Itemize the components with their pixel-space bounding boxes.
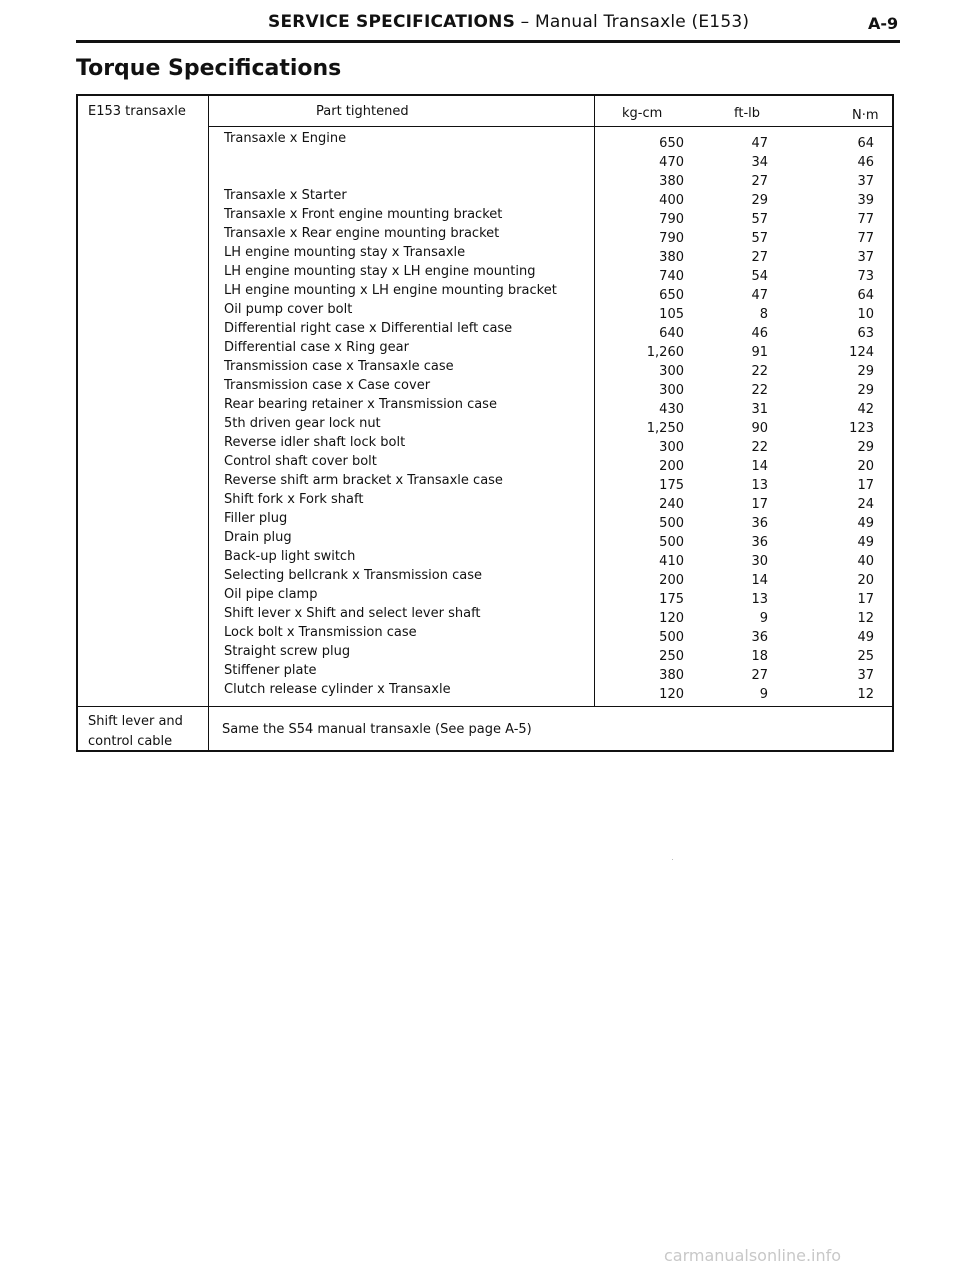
value-n-m: 40: [857, 554, 874, 569]
value-n-m: 29: [857, 383, 874, 398]
value-kg-cm: 380: [659, 250, 684, 265]
value-row: [584, 438, 884, 457]
value-row: [584, 628, 884, 647]
value-row: [584, 381, 884, 400]
parts-list: [224, 129, 604, 699]
value-row: [584, 571, 884, 590]
value-kg-cm: 120: [659, 611, 684, 626]
value-n-m: 29: [857, 440, 874, 455]
part-item: Stiffener plate: [224, 663, 317, 678]
value-kg-cm: 650: [659, 136, 684, 151]
group-label-shift-lever: [88, 712, 183, 752]
value-kg-cm: 250: [659, 649, 684, 664]
value-ft-lb: 54: [751, 269, 768, 284]
value-kg-cm: 430: [659, 402, 684, 417]
part-item: Shift fork x Fork shaft: [224, 492, 364, 507]
part-item: Transaxle x Starter: [224, 188, 347, 203]
value-row: [584, 476, 884, 495]
part-item: Control shaft cover bolt: [224, 454, 377, 469]
value-n-m: 37: [857, 668, 874, 683]
value-ft-lb: 22: [751, 440, 768, 455]
value-ft-lb: 13: [751, 592, 768, 607]
value-ft-lb: 30: [751, 554, 768, 569]
value-row: [584, 552, 884, 571]
part-item: Transaxle x Rear engine mounting bracket: [224, 226, 500, 241]
value-row: [584, 153, 884, 172]
value-n-m: 17: [857, 592, 874, 607]
value-n-m: 77: [857, 212, 874, 227]
group-separator-rule: [78, 706, 894, 707]
part-item: [224, 167, 604, 186]
part-item: LH engine mounting stay x LH engine mounting: [224, 264, 536, 279]
scan-speck: [672, 859, 673, 860]
part-item: Drain plug: [224, 530, 292, 545]
part-item: LH engine mounting x LH engine mounting bracket: [224, 283, 557, 298]
value-ft-lb: 27: [751, 668, 768, 683]
value-n-m: 29: [857, 364, 874, 379]
part-item: Transmission case x Case cover: [224, 378, 431, 393]
value-n-m: 25: [857, 649, 874, 664]
value-kg-cm: 175: [659, 592, 684, 607]
part-item: Oil pipe clamp: [224, 587, 318, 602]
value-ft-lb: 36: [751, 535, 768, 550]
value-row: [584, 172, 884, 191]
value-n-m: 49: [857, 516, 874, 531]
value-n-m: 37: [857, 174, 874, 189]
value-n-m: 46: [857, 155, 874, 170]
value-kg-cm: 790: [659, 212, 684, 227]
value-n-m: 20: [857, 573, 874, 588]
value-ft-lb: 57: [751, 212, 768, 227]
part-item: Filler plug: [224, 511, 288, 526]
value-row: [584, 666, 884, 685]
value-n-m: 20: [857, 459, 874, 474]
value-row: [584, 609, 884, 628]
part-item: Lock bolt x Transmission case: [224, 625, 417, 640]
part-item: Differential case x Ring gear: [224, 340, 409, 355]
value-row: [584, 134, 884, 153]
value-kg-cm: 500: [659, 535, 684, 550]
value-n-m: 64: [857, 136, 874, 151]
value-ft-lb: 9: [759, 687, 768, 702]
part-item: Transaxle x Engine: [224, 131, 347, 146]
value-row: [584, 324, 884, 343]
value-row: [584, 248, 884, 267]
value-row: [584, 495, 884, 514]
value-n-m: 63: [857, 326, 874, 341]
value-kg-cm: 300: [659, 364, 684, 379]
torque-table: [76, 94, 894, 752]
value-row: [584, 514, 884, 533]
value-n-m: 39: [857, 193, 874, 208]
value-ft-lb: 91: [751, 345, 768, 360]
value-kg-cm: 200: [659, 459, 684, 474]
value-ft-lb: 36: [751, 630, 768, 645]
value-kg-cm: 470: [659, 155, 684, 170]
column-header-kg-cm: kg-cm: [622, 106, 663, 121]
value-n-m: 49: [857, 630, 874, 645]
value-ft-lb: 27: [751, 250, 768, 265]
value-row: [584, 533, 884, 552]
section-title: Torque Specifications: [76, 56, 342, 81]
value-row: [584, 419, 884, 438]
header-title-strong: SERVICE SPECIFICATIONS: [268, 12, 516, 32]
part-item: Oil pump cover bolt: [224, 302, 353, 317]
value-n-m: 64: [857, 288, 874, 303]
value-row: [584, 647, 884, 666]
group-label-e153: E153 transaxle: [88, 104, 186, 119]
value-kg-cm: 500: [659, 516, 684, 531]
value-kg-cm: 650: [659, 288, 684, 303]
value-row: [584, 305, 884, 324]
value-ft-lb: 47: [751, 136, 768, 151]
part-item: Shift lever x Shift and select lever shaft: [224, 606, 481, 621]
page-header: [0, 0, 960, 44]
value-kg-cm: 380: [659, 668, 684, 683]
value-n-m: 12: [857, 687, 874, 702]
part-item: Selecting bellcrank x Transmission case: [224, 568, 482, 583]
header-row-rule: [208, 126, 894, 127]
value-ft-lb: 46: [751, 326, 768, 341]
value-ft-lb: 90: [751, 421, 768, 436]
group-label-line-1: Shift lever and: [88, 714, 183, 729]
value-ft-lb: 9: [759, 611, 768, 626]
value-row: [584, 400, 884, 419]
value-n-m: 12: [857, 611, 874, 626]
value-row: [584, 457, 884, 476]
header-title-rest: – Manual Transaxle (E153): [515, 12, 750, 32]
part-item: Transaxle x Front engine mounting bracket: [224, 207, 503, 222]
value-ft-lb: 18: [751, 649, 768, 664]
value-n-m: 42: [857, 402, 874, 417]
value-ft-lb: 36: [751, 516, 768, 531]
part-item: 5th driven gear lock nut: [224, 416, 381, 431]
value-ft-lb: 22: [751, 383, 768, 398]
value-ft-lb: 17: [751, 497, 768, 512]
value-kg-cm: 120: [659, 687, 684, 702]
value-n-m: 49: [857, 535, 874, 550]
part-item: Reverse shift arm bracket x Transaxle case: [224, 473, 503, 488]
values-list: [584, 134, 884, 704]
value-kg-cm: 500: [659, 630, 684, 645]
part-item: Clutch release cylinder x Transaxle: [224, 682, 451, 697]
value-kg-cm: 1,260: [646, 345, 684, 360]
value-row: [584, 590, 884, 609]
value-ft-lb: 47: [751, 288, 768, 303]
part-item: Rear bearing retainer x Transmission case: [224, 397, 497, 412]
part-item: Transmission case x Transaxle case: [224, 359, 454, 374]
value-kg-cm: 400: [659, 193, 684, 208]
part-item: Back-up light switch: [224, 549, 356, 564]
value-row: [584, 362, 884, 381]
value-kg-cm: 300: [659, 440, 684, 455]
value-row: [584, 343, 884, 362]
part-item: Straight screw plug: [224, 644, 351, 659]
value-n-m: 73: [857, 269, 874, 284]
value-kg-cm: 740: [659, 269, 684, 284]
part-item: [224, 148, 604, 167]
value-kg-cm: 300: [659, 383, 684, 398]
value-ft-lb: 22: [751, 364, 768, 379]
value-kg-cm: 240: [659, 497, 684, 512]
value-row: [584, 267, 884, 286]
group-label-line-2: control cable: [88, 734, 173, 749]
value-n-m: 17: [857, 478, 874, 493]
value-kg-cm: 175: [659, 478, 684, 493]
value-row: [584, 229, 884, 248]
column-header-n-m: N·m: [852, 108, 879, 123]
value-n-m: 124: [849, 345, 874, 360]
value-ft-lb: 8: [759, 307, 768, 322]
value-kg-cm: 1,250: [646, 421, 684, 436]
value-row: [584, 685, 884, 704]
divider-group-part: [208, 96, 209, 750]
value-kg-cm: 640: [659, 326, 684, 341]
value-kg-cm: 105: [659, 307, 684, 322]
value-ft-lb: 27: [751, 174, 768, 189]
value-n-m: 10: [857, 307, 874, 322]
value-ft-lb: 13: [751, 478, 768, 493]
part-item: Reverse idler shaft lock bolt: [224, 435, 406, 450]
value-ft-lb: 14: [751, 459, 768, 474]
column-header-part: Part tightened: [316, 104, 409, 119]
watermark: carmanualsonline.info: [664, 1246, 842, 1265]
value-ft-lb: 31: [751, 402, 768, 417]
value-n-m: 24: [857, 497, 874, 512]
column-header-ft-lb: ft-lb: [734, 106, 760, 121]
value-row: [584, 210, 884, 229]
part-item: LH engine mounting stay x Transaxle: [224, 245, 466, 260]
header-rule: [76, 40, 900, 43]
part-item: Differential right case x Differential left case: [224, 321, 513, 336]
value-kg-cm: 380: [659, 174, 684, 189]
header-title: [268, 12, 749, 32]
value-row: [584, 286, 884, 305]
shift-lever-spec-text: Same the S54 manual transaxle (See page A-5): [222, 722, 532, 737]
value-n-m: 123: [849, 421, 874, 436]
value-kg-cm: 790: [659, 231, 684, 246]
value-ft-lb: 34: [751, 155, 768, 170]
value-kg-cm: 200: [659, 573, 684, 588]
value-ft-lb: 57: [751, 231, 768, 246]
value-ft-lb: 29: [751, 193, 768, 208]
value-ft-lb: 14: [751, 573, 768, 588]
value-n-m: 37: [857, 250, 874, 265]
value-row: [584, 191, 884, 210]
value-n-m: 77: [857, 231, 874, 246]
value-kg-cm: 410: [659, 554, 684, 569]
page-number: A-9: [868, 14, 899, 33]
